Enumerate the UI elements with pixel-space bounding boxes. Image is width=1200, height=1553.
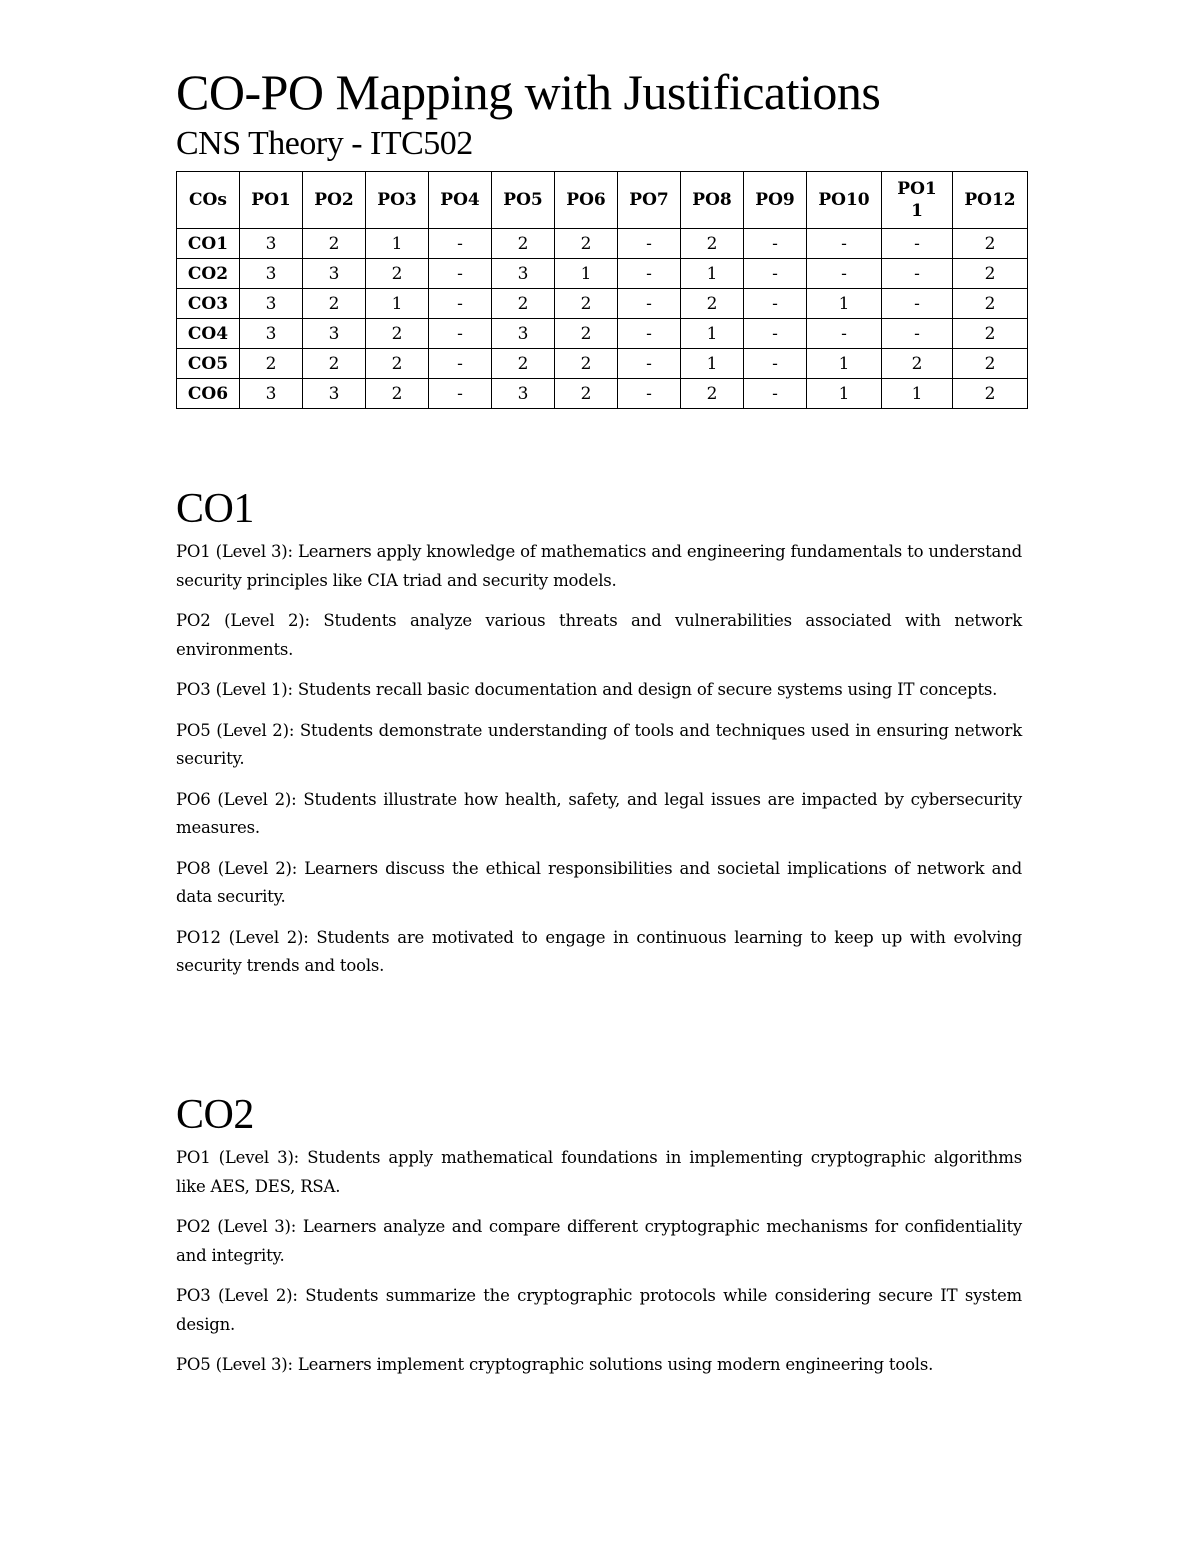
table-cell: 1 xyxy=(882,379,953,409)
table-cell: - xyxy=(618,259,681,289)
table-cell: - xyxy=(618,379,681,409)
table-cell: 2 xyxy=(555,229,618,259)
table-cell: 2 xyxy=(555,379,618,409)
section-co1 xyxy=(176,484,1022,981)
table-cell: - xyxy=(744,319,807,349)
table-cell: 2 xyxy=(366,379,429,409)
table-cell: 3 xyxy=(240,229,303,259)
justification-paragraph: PO6 (Level 2): Students illustrate how health, safety, and legal issues are impacted by cybersecurity measures. xyxy=(176,789,1022,837)
header-cell: PO2 xyxy=(303,172,366,229)
justification-paragraph: PO2 (Level 3): Learners analyze and compare different cryptographic mechanisms for confidentiality and integrity. xyxy=(176,1217,1022,1265)
header-cell: PO4 xyxy=(429,172,492,229)
row-header-cell: CO4 xyxy=(177,319,240,349)
table-cell: 2 xyxy=(681,229,744,259)
table-cell: - xyxy=(429,319,492,349)
justification-paragraph: PO3 (Level 2): Students summarize the cryptographic protocols while considering secure IT system design. xyxy=(176,1286,1022,1334)
table-cell: 2 xyxy=(953,229,1028,259)
row-header-cell: CO3 xyxy=(177,289,240,319)
page-title: CO-PO Mapping with Justifications xyxy=(176,64,881,120)
table-cell: - xyxy=(807,229,882,259)
table-cell: 2 xyxy=(303,289,366,319)
header-cell: PO10 xyxy=(807,172,882,229)
section-heading: CO1 xyxy=(176,486,254,532)
table-cell: 2 xyxy=(953,379,1028,409)
header-cell: PO1 1 xyxy=(882,172,953,229)
table-cell: - xyxy=(618,319,681,349)
table-cell: - xyxy=(744,229,807,259)
table-row xyxy=(177,289,1028,319)
justification-paragraph: PO12 (Level 2): Students are motivated to engage in continuous learning to keep up with evolving security trends and tools. xyxy=(176,927,1022,975)
table-cell: 3 xyxy=(492,319,555,349)
table-cell: - xyxy=(429,379,492,409)
justification-paragraph: PO1 (Level 3): Students apply mathematical foundations in implementing cryptographic algorithms like AES, DES, RSA. xyxy=(176,1148,1022,1196)
table-cell: 2 xyxy=(953,319,1028,349)
header-cell: PO9 xyxy=(744,172,807,229)
table-cell: 2 xyxy=(366,259,429,289)
justification-paragraph: PO2 (Level 2): Students analyze various threats and vulnerabilities associated with network environments. xyxy=(176,611,1022,659)
table-cell: - xyxy=(882,289,953,319)
table-cell: 3 xyxy=(303,259,366,289)
table-cell: 2 xyxy=(882,349,953,379)
header-cell: PO8 xyxy=(681,172,744,229)
table-cell: 3 xyxy=(240,259,303,289)
table-cell: - xyxy=(744,349,807,379)
table-cell: - xyxy=(618,349,681,379)
page-subtitle: CNS Theory - ITC502 xyxy=(176,125,473,162)
table-cell: 2 xyxy=(303,349,366,379)
justification-paragraph: PO8 (Level 2): Learners discuss the ethical responsibilities and societal implications of network and data security. xyxy=(176,858,1022,906)
table-cell: 1 xyxy=(807,289,882,319)
table-cell: 1 xyxy=(366,229,429,259)
table-row xyxy=(177,319,1028,349)
table-body xyxy=(177,229,1028,409)
table-row xyxy=(177,349,1028,379)
table-cell: 3 xyxy=(240,289,303,319)
header-cell: PO5 xyxy=(492,172,555,229)
table-cell: 2 xyxy=(953,259,1028,289)
section-heading: CO2 xyxy=(176,1092,254,1138)
justification-paragraph: PO5 (Level 3): Learners implement cryptographic solutions using modern engineering tools. xyxy=(176,1355,934,1374)
table-cell: - xyxy=(429,289,492,319)
table-cell: - xyxy=(618,229,681,259)
header-cell: PO12 xyxy=(953,172,1028,229)
table-cell: - xyxy=(429,229,492,259)
justification-paragraph: PO3 (Level 1): Students recall basic documentation and design of secure systems using IT concepts. xyxy=(176,680,998,699)
section-co2 xyxy=(176,1090,1022,1380)
header-cell: PO6 xyxy=(555,172,618,229)
header-cell: PO1 xyxy=(240,172,303,229)
table-cell: 1 xyxy=(555,259,618,289)
justification-paragraph: PO5 (Level 2): Students demonstrate understanding of tools and techniques used in ensuring network security. xyxy=(176,720,1022,768)
table-cell: 2 xyxy=(555,289,618,319)
table-cell: 1 xyxy=(807,349,882,379)
table-cell: 3 xyxy=(492,379,555,409)
header-cell: COs xyxy=(177,172,240,229)
table-cell: - xyxy=(882,259,953,289)
header-cell: PO3 xyxy=(366,172,429,229)
table-cell: 2 xyxy=(303,229,366,259)
table-cell: 2 xyxy=(555,349,618,379)
table-cell: 2 xyxy=(681,379,744,409)
table-cell: - xyxy=(744,259,807,289)
table-cell: - xyxy=(429,349,492,379)
table-cell: 2 xyxy=(953,289,1028,319)
table-cell: 1 xyxy=(681,259,744,289)
table-header-row xyxy=(177,172,1028,229)
table-cell: - xyxy=(882,319,953,349)
row-header-cell: CO2 xyxy=(177,259,240,289)
table-row xyxy=(177,229,1028,259)
table-cell: 2 xyxy=(366,319,429,349)
justification-paragraph: PO1 (Level 3): Learners apply knowledge of mathematics and engineering fundamentals to understand security principles like CIA triad and security models. xyxy=(176,542,1022,590)
table-cell: 2 xyxy=(366,349,429,379)
table-cell: 3 xyxy=(303,319,366,349)
table-cell: 3 xyxy=(240,379,303,409)
table-cell: 1 xyxy=(681,319,744,349)
table-cell: 1 xyxy=(807,379,882,409)
row-header-cell: CO5 xyxy=(177,349,240,379)
table-cell: - xyxy=(429,259,492,289)
table-cell: - xyxy=(744,289,807,319)
table-row xyxy=(177,379,1028,409)
row-header-cell: CO1 xyxy=(177,229,240,259)
table-cell: - xyxy=(744,379,807,409)
table-cell: - xyxy=(618,289,681,319)
header-cell: PO7 xyxy=(618,172,681,229)
table-cell: 2 xyxy=(492,229,555,259)
table-cell: 1 xyxy=(366,289,429,319)
table-cell: - xyxy=(807,319,882,349)
row-header-cell: CO6 xyxy=(177,379,240,409)
table-cell: 2 xyxy=(492,349,555,379)
co-po-mapping-table xyxy=(176,171,1028,409)
table-cell: 2 xyxy=(953,349,1028,379)
table-cell: 1 xyxy=(681,349,744,379)
table-cell: 2 xyxy=(555,319,618,349)
table-cell: 2 xyxy=(240,349,303,379)
table-cell: - xyxy=(882,229,953,259)
table-cell: 3 xyxy=(492,259,555,289)
table-cell: 3 xyxy=(303,379,366,409)
table-cell: 3 xyxy=(240,319,303,349)
table-cell: - xyxy=(807,259,882,289)
table-row xyxy=(177,259,1028,289)
table-cell: 2 xyxy=(492,289,555,319)
table-cell: 2 xyxy=(681,289,744,319)
